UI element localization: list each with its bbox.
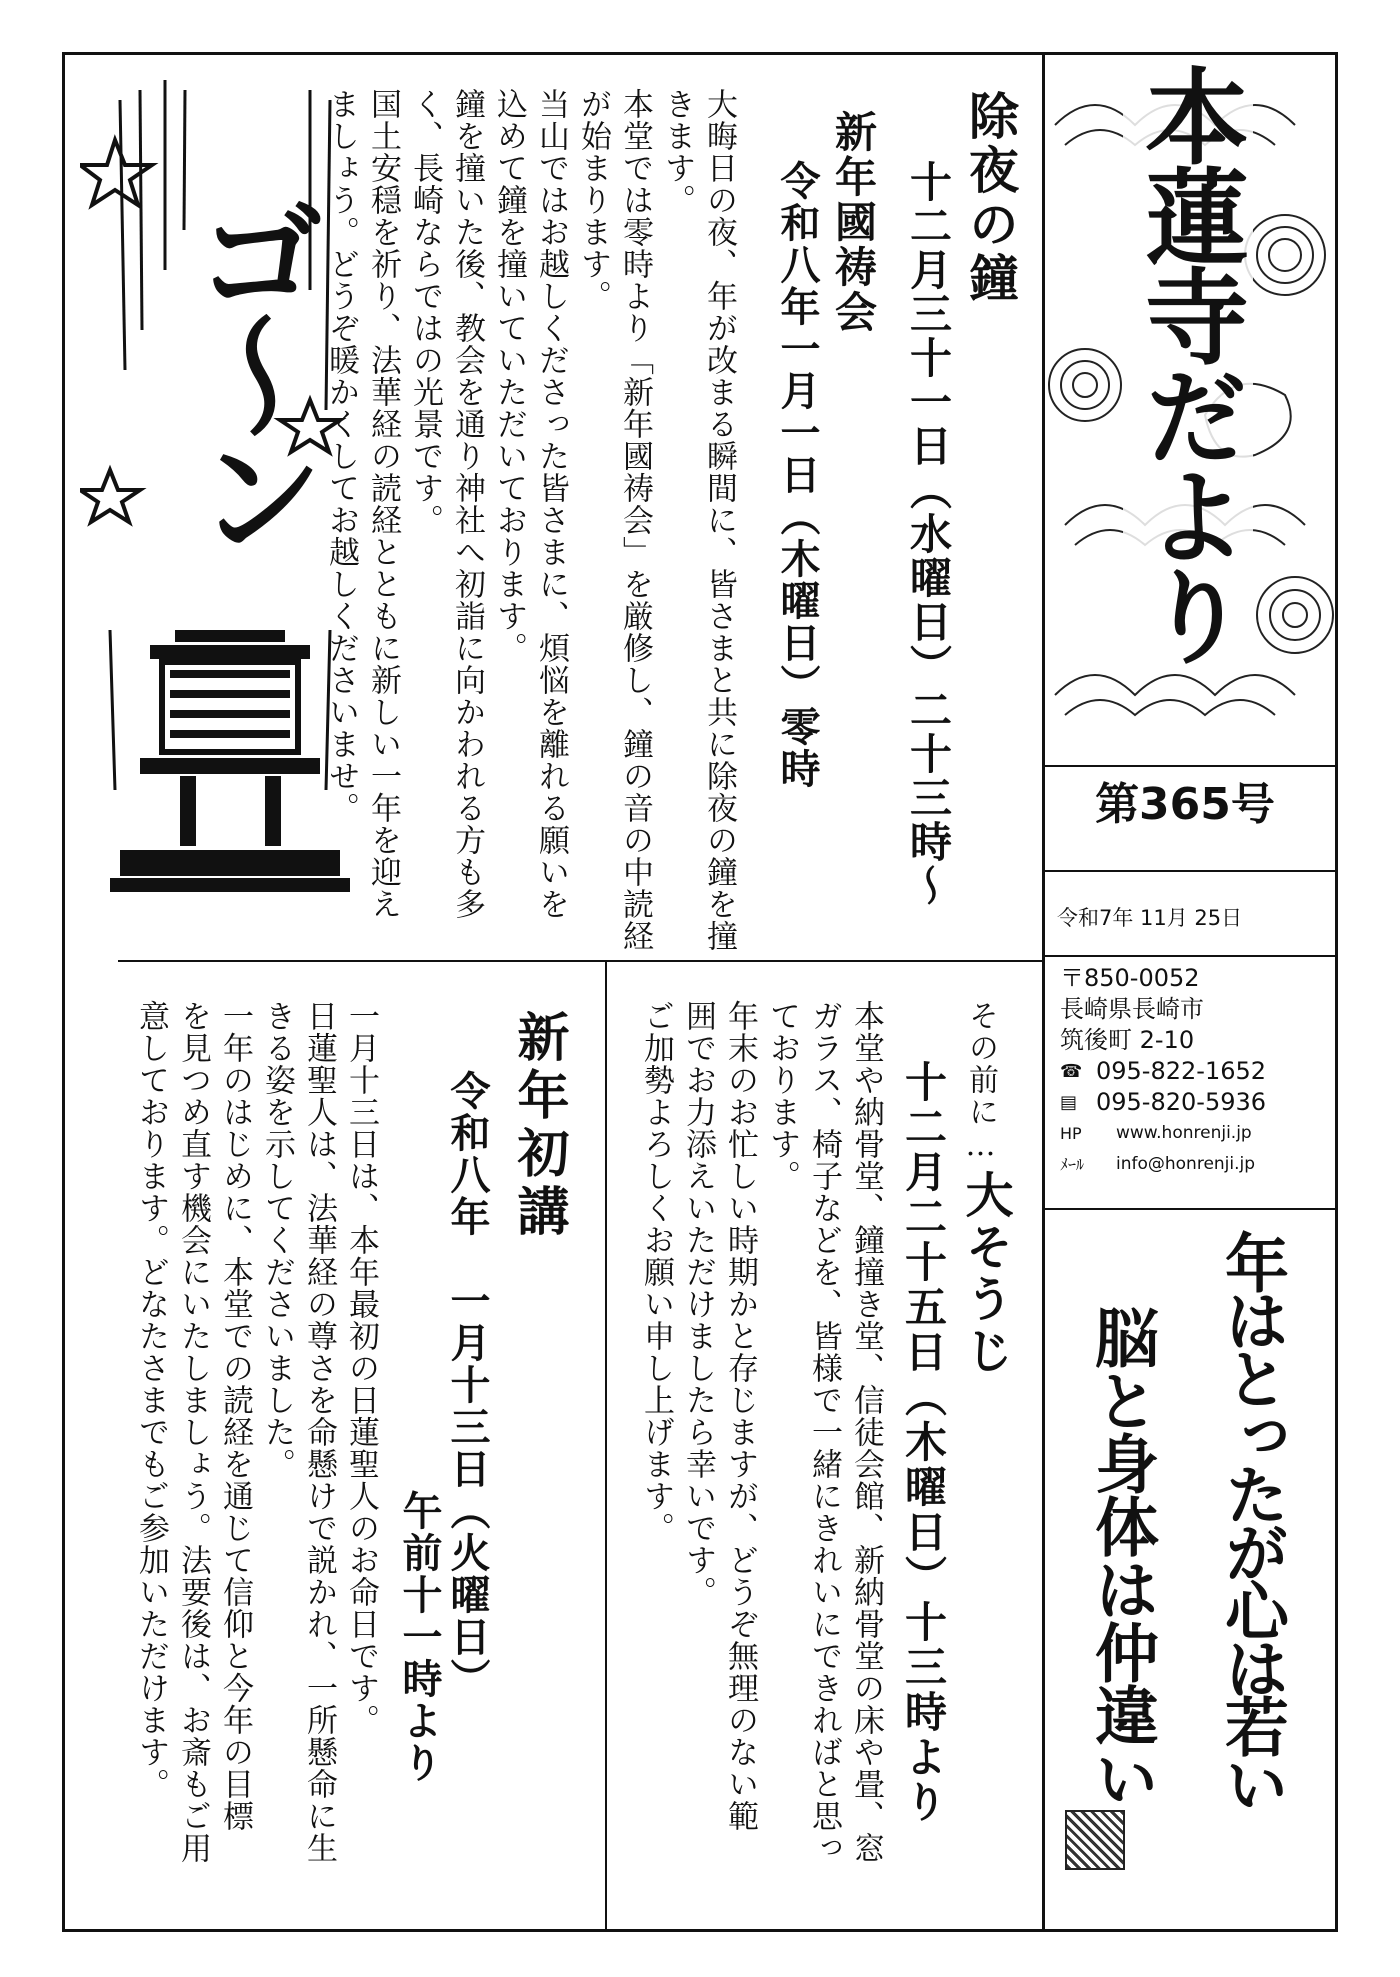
joya-line: 当山ではお越しくださった皆さまに、煩悩を離れる願いを bbox=[533, 88, 569, 920]
masthead bbox=[1045, 55, 1335, 763]
section-divider bbox=[118, 960, 1042, 962]
fax-number: 095-820-5936 bbox=[1096, 1088, 1267, 1116]
joya-line: 大晦日の夜、年が改まる瞬間に、皆さまと共に除夜の鐘を撞 bbox=[701, 88, 737, 952]
website-link[interactable]: www.honrenji.jp bbox=[1116, 1123, 1252, 1143]
joya-line: く、長崎ならではの光景です。 bbox=[407, 88, 443, 536]
motto-line2: 脳と身体は仲違い bbox=[1084, 1305, 1159, 1809]
contact-block bbox=[1060, 963, 1266, 1180]
shoko-line: 意しております。どなたさまでもご参加いただけます。 bbox=[133, 1000, 169, 1800]
motto-line1: 年はとったが心は若い bbox=[1214, 1230, 1289, 1810]
joya-line: きます。 bbox=[659, 88, 695, 216]
joya-line: 本堂では零時より「新年國祷会」を厳修し、鐘の音の中読経 bbox=[617, 88, 653, 952]
shoko-line: きる姿を示してくださいました。 bbox=[259, 1000, 295, 1480]
issue-date: 令和7年 11月 25日 bbox=[1057, 906, 1243, 930]
address-line2: 筑後町 2-10 bbox=[1060, 1026, 1195, 1054]
sidebar-rule-1 bbox=[1042, 765, 1338, 767]
tel-number: 095-822-1652 bbox=[1096, 1057, 1267, 1085]
joya-line: 鐘を撞いた後、教会を通り神社へ初詣に向かわれる方も多 bbox=[449, 88, 485, 920]
joya-line: 国土安穏を祈り、法華経の読経とともに新しい一年を迎え bbox=[365, 88, 401, 920]
hp-label: HP bbox=[1060, 1124, 1082, 1143]
joya-subdatetime: 令和八年一月一日（木曜日）零時 bbox=[774, 160, 821, 790]
shoko-line: 一年のはじめに、本堂での読経を通じて信仰と今年の目標 bbox=[217, 1000, 253, 1832]
osouji-line: ガラス、椅子などを、皆様で一緒にきれいにできればと思っ bbox=[806, 1000, 842, 1864]
joya-heading: 除夜の鐘 bbox=[961, 90, 1020, 306]
osouji-line: 囲でお力添えいただけましたら幸いです。 bbox=[680, 1000, 716, 1608]
issue-number: 第365号 bbox=[1095, 779, 1275, 830]
joya-subheading: 新年國祷会 bbox=[829, 110, 878, 335]
shoko-line: を見つめ直す機会にいたしましょう。法要後は、お斎もご用 bbox=[175, 1000, 211, 1864]
shoko-time: 午前十一時より bbox=[396, 1490, 443, 1784]
osouji-line: ご加勢よろしくお願い申し上げます。 bbox=[638, 1000, 674, 1544]
sidebar-rule-3 bbox=[1042, 955, 1338, 957]
joya-line: ましょう。どうぞ暖かくしてお越しくださいませ。 bbox=[323, 88, 359, 824]
shoko-line: 一月十三日は、本年最初の日蓮聖人のお命日です。 bbox=[343, 1000, 379, 1736]
telephone-icon: ☎ bbox=[1060, 1061, 1083, 1082]
osouji-line: ております。 bbox=[764, 1000, 800, 1192]
seal-stamp bbox=[1065, 1810, 1125, 1870]
shoko-date: 令和八年 一月十三日（火曜日） bbox=[444, 1070, 491, 1700]
column-divider bbox=[605, 962, 607, 1932]
gong-sound-text: ゴ〜ン bbox=[174, 190, 326, 550]
fax-icon: ▤ bbox=[1060, 1092, 1078, 1113]
osouji-datetime: 十二月二十五日（木曜日）十三時より bbox=[899, 1060, 948, 1825]
osouji-line: 本堂や納骨堂、鐘撞き堂、信徒会館、新納骨堂の床や畳、窓 bbox=[848, 1000, 884, 1864]
shoko-heading: 新年初講 bbox=[508, 1010, 569, 1242]
masthead-title: 本蓮寺だより bbox=[1123, 63, 1253, 663]
shoko-line: 日蓮聖人は、法華経の尊さを命懸けで説かれ、一所懸命に生 bbox=[301, 1000, 337, 1864]
joya-line: が始まります。 bbox=[575, 88, 611, 312]
email-link[interactable]: info@honrenji.jp bbox=[1116, 1154, 1256, 1174]
joya-line: 込めて鐘を撞いていただいております。 bbox=[491, 88, 527, 664]
sidebar-rule-2 bbox=[1042, 870, 1338, 872]
joya-datetime: 十二月三十一日（水曜日）二十三時〜 bbox=[904, 160, 953, 908]
sidebar-rule-4 bbox=[1042, 1208, 1338, 1210]
osouji-prefix: その前に… bbox=[963, 1000, 998, 1165]
osouji-line: 年末のお忙しい時期かと存じますが、どうぞ無理のない範 bbox=[722, 1000, 758, 1832]
mail-label: ﾒｰﾙ bbox=[1060, 1155, 1085, 1174]
bell-illustration bbox=[80, 70, 350, 940]
osouji-heading: 大そうじ bbox=[957, 1170, 1013, 1378]
address-line1: 長崎県長崎市 bbox=[1060, 995, 1204, 1023]
postal-code: 〒850-0052 bbox=[1060, 964, 1200, 992]
